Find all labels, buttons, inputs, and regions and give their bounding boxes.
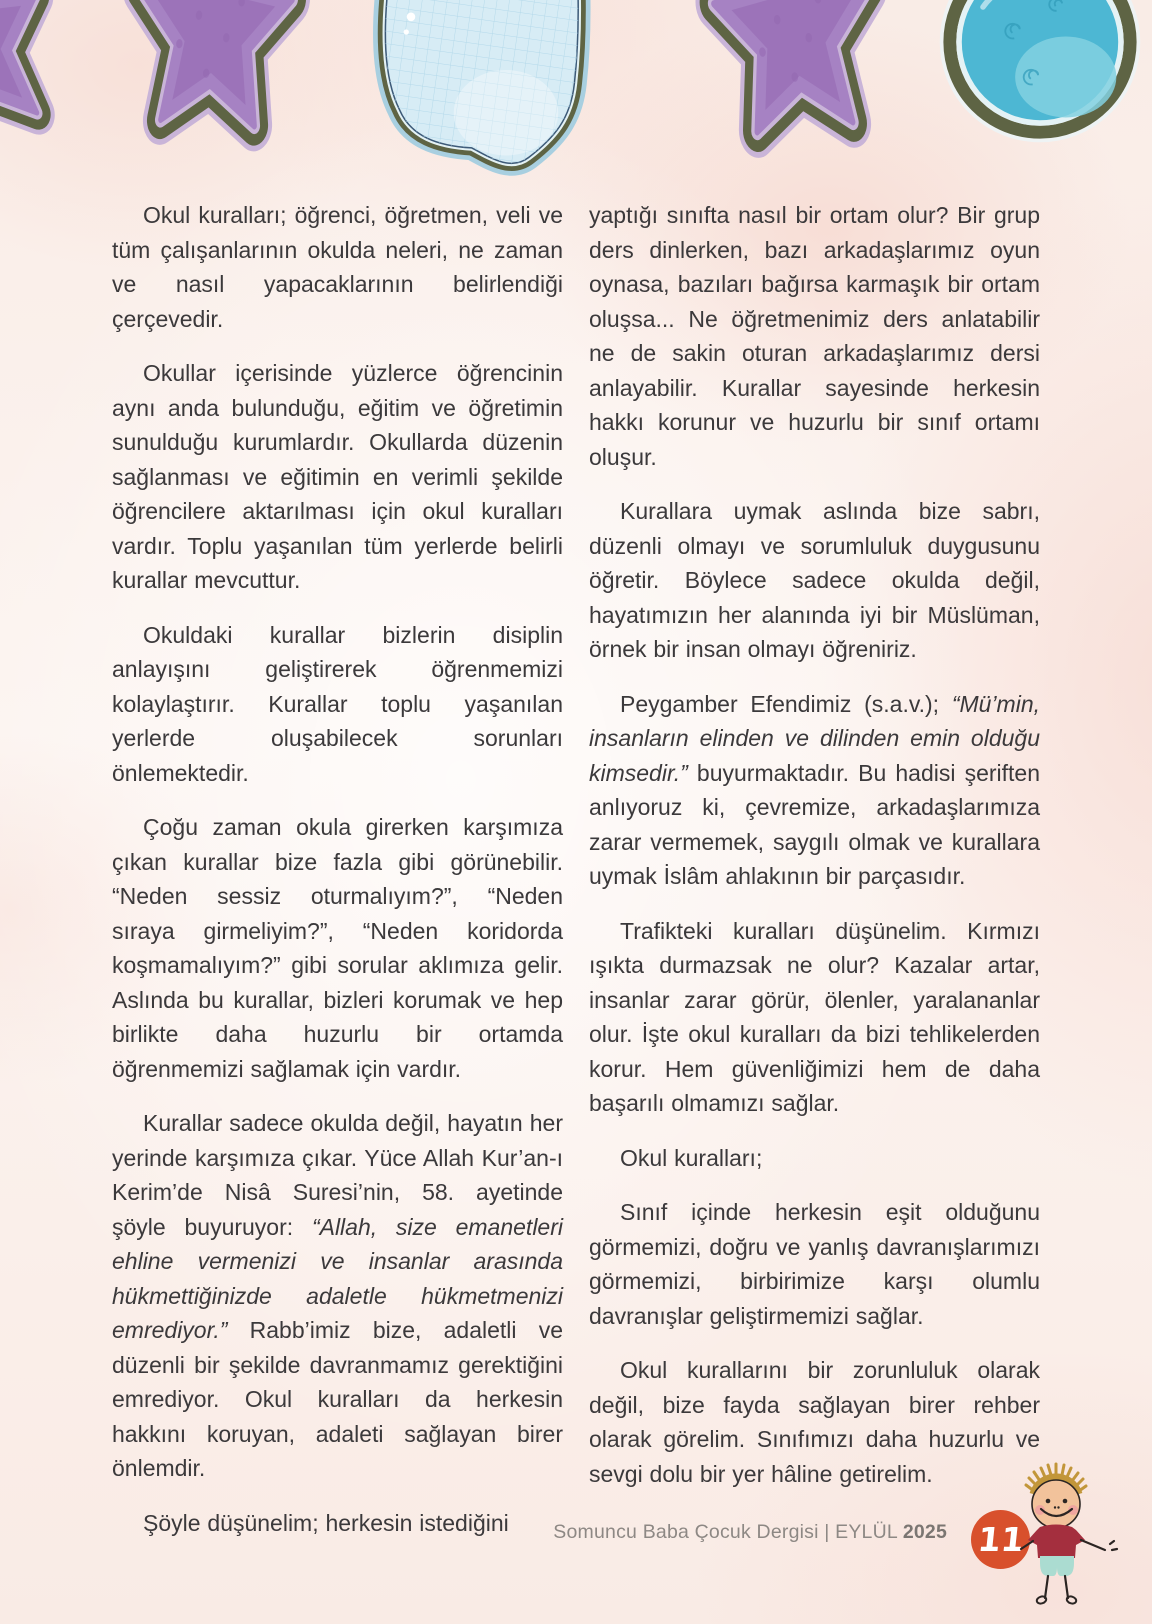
article-column-left	[112, 198, 563, 1560]
paragraph	[112, 1506, 563, 1541]
star-cookie-icon	[705, 0, 882, 135]
body-text: Kurallara uymak aslında bize sabrı, düzenli olmayı ve sorumluluk duygusunu öğretir. Böylece sadece okulda değil, hayatımızın her alanında iyi bir Müslüman, örnek bir insan olmayı öğreniriz.	[589, 498, 1040, 662]
footer-credit-text: Somuncu Baba Çocuk Dergisi | EYLÜL	[553, 1521, 903, 1543]
paragraph	[112, 356, 563, 598]
body-text: Trafikteki kuralları düşünelim. Kırmızı ışıkta durmazsak ne olur? Kazalar artar, insanlar zarar görür, ölenler, yaralananlar olur. İşte okul kuralları da bizi tehlikelerden korur. Hem güvenliğimizi hem de daha başarılı olmamızı sağlar.	[589, 917, 1040, 1116]
paragraph	[112, 198, 563, 336]
star-cookie-icon	[0, 0, 65, 144]
paragraph	[589, 1141, 1040, 1176]
body-text: Okul kuralları; öğrenci, öğretmen, veli ve tüm çalışanlarının okulda neleri, ne zaman ve nasıl yapacaklarının belirlendiği çerçevedir.	[112, 202, 563, 332]
paragraph	[589, 1353, 1040, 1491]
body-text: Şöyle düşünelim; herkesin istediğini	[143, 1509, 509, 1536]
paragraph	[112, 810, 563, 1086]
body-text: Okuldaki kurallar bizlerin disiplin anlayışını geliştirerek öğrenmemizi kolaylaştırır. Kurallar toplu yaşanılan yerlerde oluşabilecek sorunları önlemektedir.	[112, 621, 563, 786]
article-body	[112, 198, 1040, 1560]
mascot-boy-icon	[995, 1455, 1140, 1617]
body-text: Okul kuralları;	[620, 1144, 763, 1171]
page-number: 11	[975, 1520, 1026, 1559]
paragraph	[589, 687, 1040, 894]
body-text: buyurmaktadır. Bu hadisi şeriften anlıyoruz ki, çevremize, arkadaşlarımıza zarar vermemek, saygılı olmak ve kurallara uymak İslâm ahlakının bir parçasıdır.	[589, 759, 1040, 889]
footer-credit-year: 2025	[902, 1521, 947, 1543]
body-text: yaptığı sınıfta nasıl bir ortam olur? Bir grup ders dinlerken, bazı arkadaşlarımız oyun oynasa, bazıları bağırsa karmaşık bir ortam oluşsa... Ne öğretmenimiz ders anlatabilir ne de sakin oturan arkadaşlarımız dersi anlayabilir. Kurallar sayesinde herkesin hakkı korunur ve huzurlu bir sınıf ortamı oluşur.	[589, 202, 1040, 470]
body-text: Rabb’imiz bize, adaletli ve düzenli bir şekilde davranmamız gerektiğini emrediyor. Okul kuralları da herkesin hakkını koruyan, adaleti sağlayan birer önlemdir.	[112, 1317, 563, 1481]
paragraph	[112, 1106, 563, 1486]
body-text: Çoğu zaman okula girerken karşımıza çıkan kurallar bize fazla gibi görünebilir. “Neden sessiz oturmalıyım?”, “Neden sıraya girmeliyim?”, “Neden koridorda koşmamalıyım?” gibi sorular aklımıza gelir. Aslında bu kurallar, bizleri korumak ve hep birlikte daha huzurlu bir ortamda öğrenmemizi sağlamak için vardır.	[112, 814, 563, 1082]
paragraph	[589, 198, 1040, 474]
body-text: Peygamber Efendimiz (s.a.v.);	[620, 690, 952, 717]
quote-italic-text: “Allah, size emanetleri ehline vermenizi ve insanlar arasında hükmettiğinizde adaletle hükmetmenizi emrediyor.”	[112, 1213, 563, 1343]
body-text: Kurallar sadece okulda değil, hayatın her yerinde karşımıza çıkar. Yüce Allah Kur’an-ı Kerim’de Nisâ Suresi’nin, 58. ayetinde şöyle buyuruyor:	[112, 1110, 563, 1240]
quote-italic-text: “Mü’min, insanların elinden ve dilinden emin olduğu kimsedir.”	[589, 690, 1040, 786]
paragraph	[589, 914, 1040, 1121]
star-cookie-icon	[132, 0, 298, 128]
body-text: Okul kurallarını bir zorunluluk olarak değil, bize fayda sağlayan birer rehber olarak görelim. Sınıfımızı daha huzurlu ve sevgi dolu bir yer hâline getirelim.	[589, 1357, 1040, 1487]
paragraph	[589, 1195, 1040, 1333]
square-cookie-icon	[385, 0, 578, 163]
footer-credit	[553, 1521, 947, 1544]
paragraph	[112, 618, 563, 791]
ball-cookie-icon	[944, 0, 1135, 138]
body-text: Okullar içerisinde yüzlerce öğrencinin aynı anda bulunduğu, eğitim ve öğretimin sunulduğu kurumlardır. Okullarda düzenin sağlanması ve eğitimin en verimli şekilde öğrencilere aktarılması için okul kuralları vardır. Toplu yaşanılan tüm yerlerde belirli kurallar mevcuttur.	[112, 360, 563, 593]
article-column-right	[589, 198, 1040, 1560]
paragraph	[589, 494, 1040, 667]
body-text: Sınıf içinde herkesin eşit olduğunu görmemizi, doğru ve yanlış davranışlarımızı görmemizi, birbirimize karşı olumlu davranışlar geliştirmemizi sağlar.	[589, 1199, 1040, 1329]
